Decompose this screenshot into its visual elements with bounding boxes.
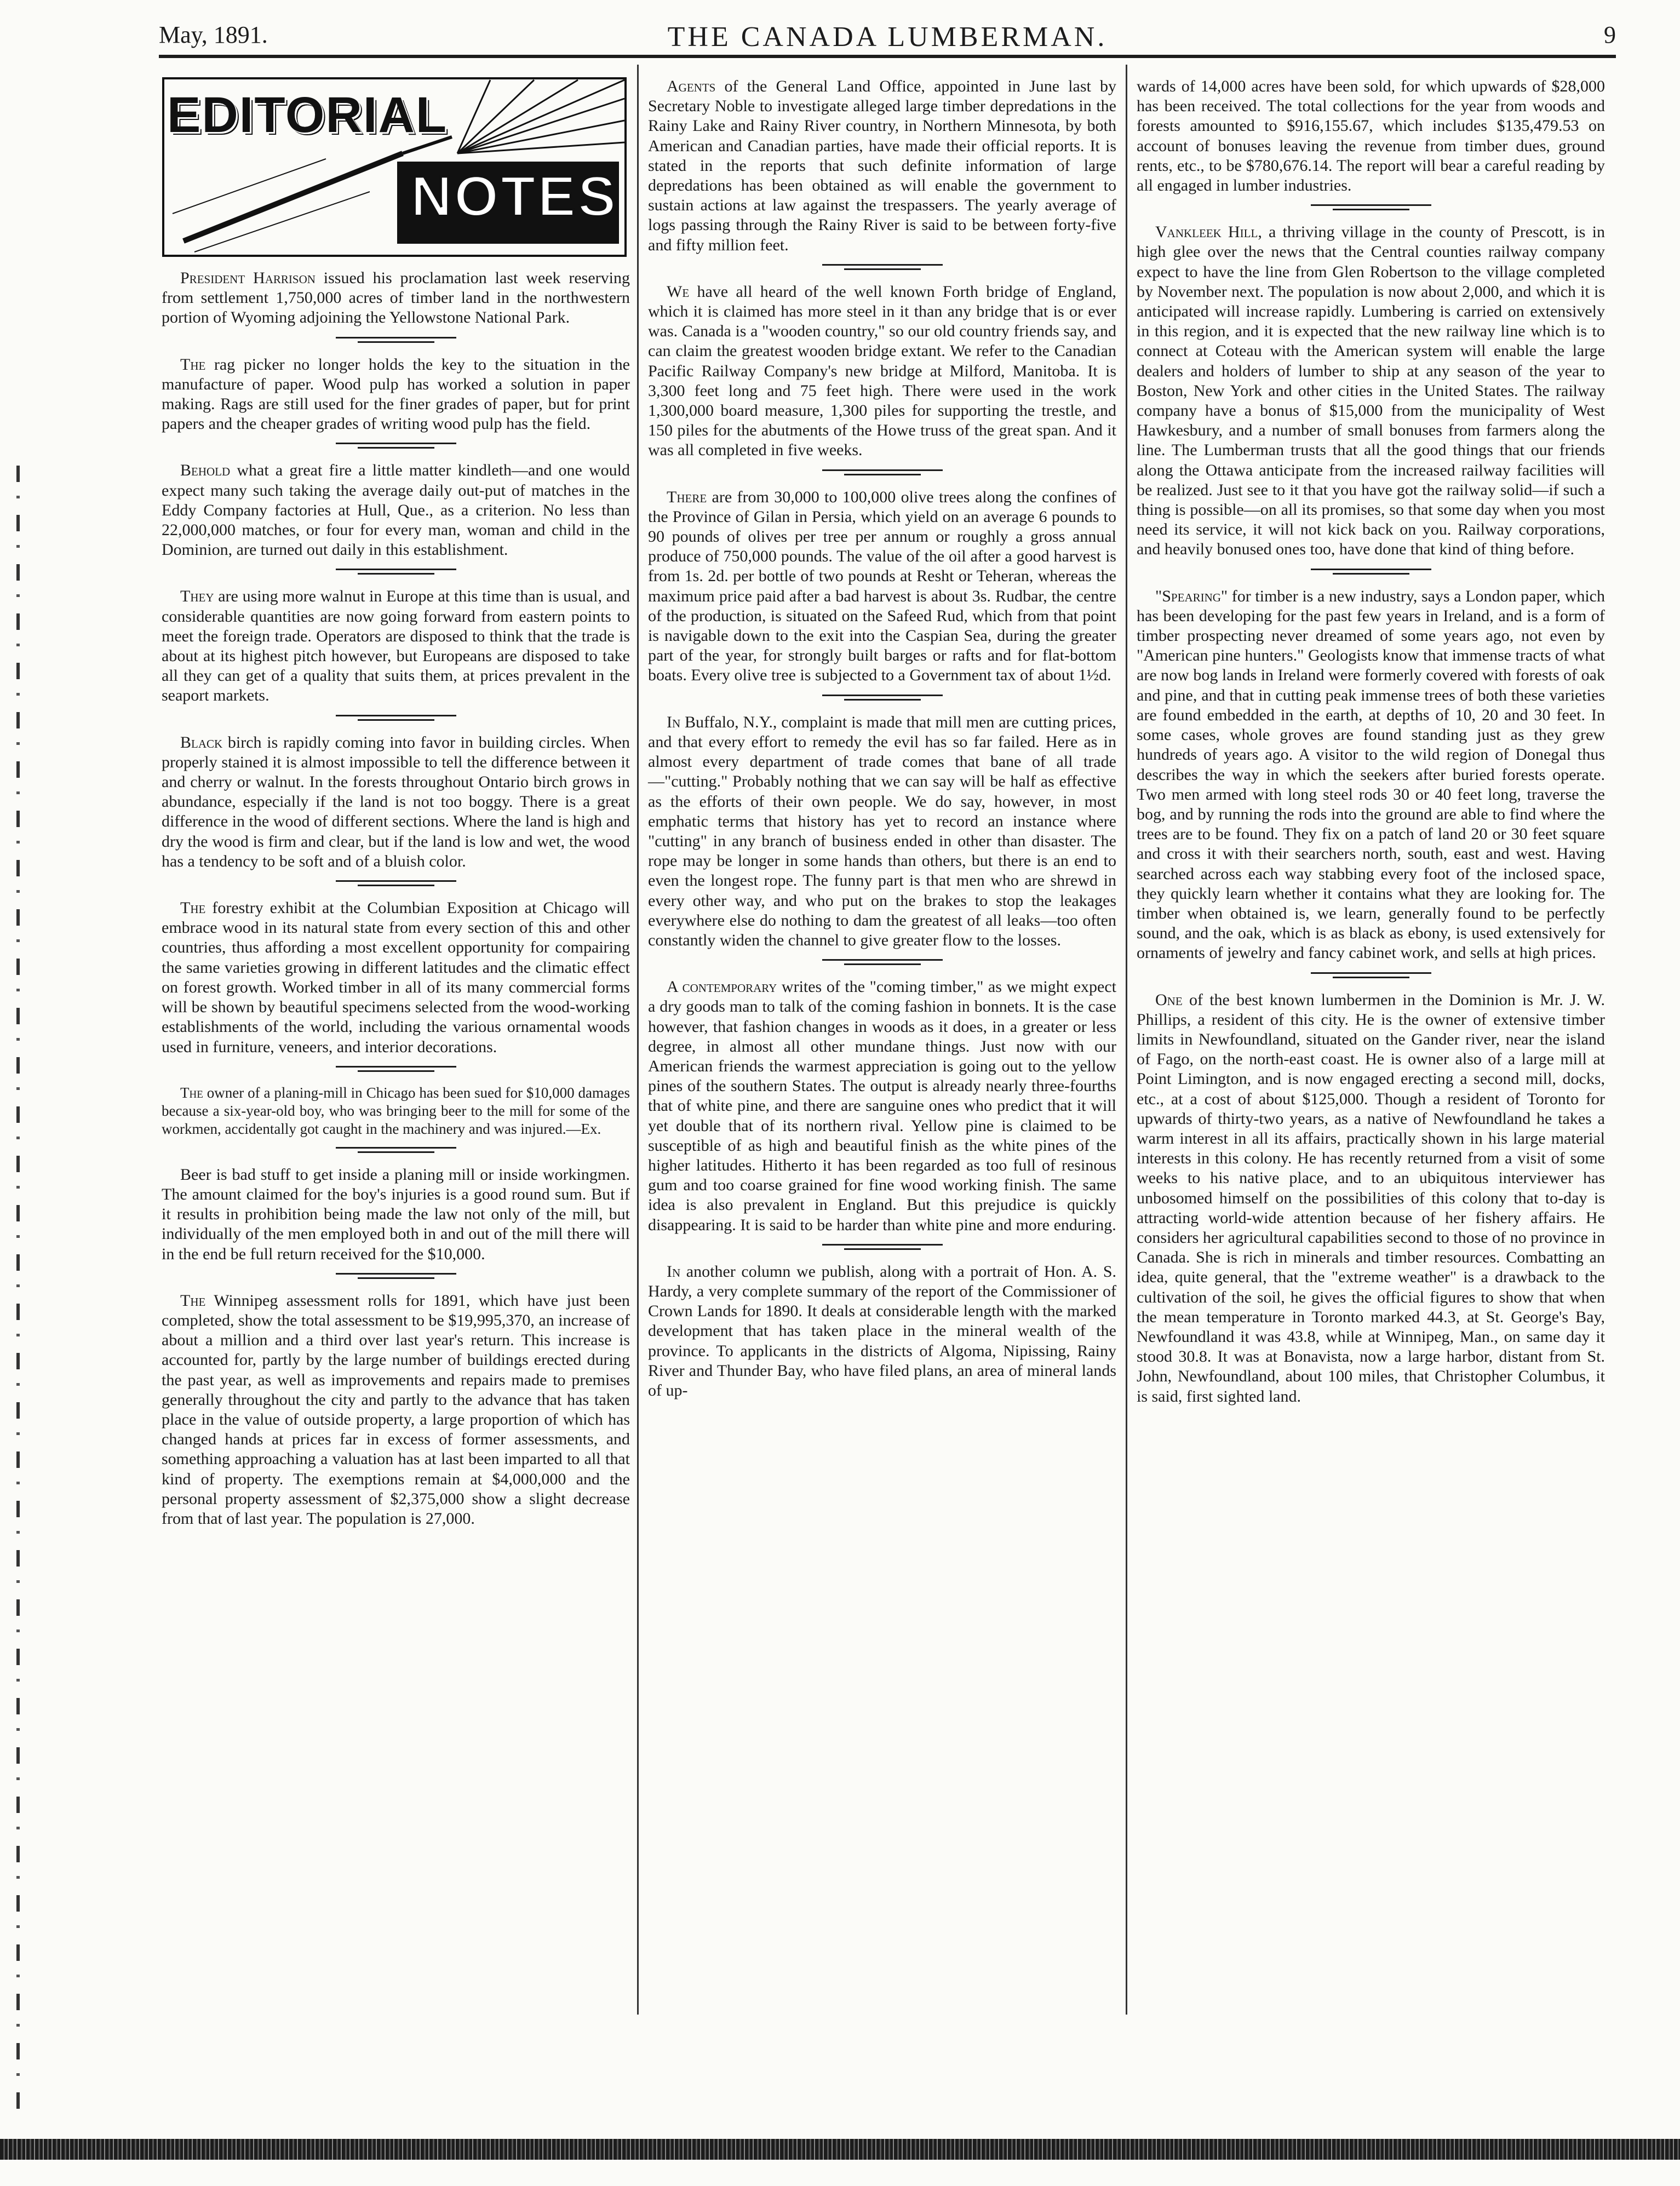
- masthead-word-editorial: EDITORIAL: [167, 87, 448, 143]
- item-separator: [162, 715, 630, 721]
- item-separator: [648, 695, 1116, 701]
- editorial-item: [1137, 77, 1605, 196]
- item-body-text: writes of the "coming timber," as we might expect a dry goods man to talk of the coming fashion in bonnets. It is the case however, that fashion changes in woods as it does, in a greater or less degree, in almost all other mundane things. Just now with our American friends the warmest appreciation is going out to the yellow pines of the southern States. The output is already nearly three-fourths that of white pine, and there are sanguine ones who predict that it will yet double that of its northern rival. Yellow pine is claimed to be susceptible of as high and beautiful finish as the white pines of the higher latitudes. Hitherto it has been regarded as too full of resinous gum and too coarse grained for fine wood working finish. The same idea is also prevalent in England. But this prejudice is quickly disappearing. It is said to be harder than white pine and more enduring.: [648, 978, 1116, 1234]
- item-separator: [162, 569, 630, 575]
- item-body-text: of the General Land Office, appointed in June last by Secretary Noble to investigate alleged large timber depredations in the Rainy Lake and Rainy River country, in Northern Minnesota, by both American and Canadian parties, have made their official reports. It is stated in the reports that such definite information of large depredations has been obtained as will enable the government to sustain actions at law against the trespassers. The yearly average of logs passing through the Rainy River is said to be between forty-five and fifty million feet.: [648, 77, 1116, 254]
- item-lead-words: Black: [180, 733, 223, 751]
- editorial-item: [1137, 222, 1605, 559]
- item-lead-words: The: [180, 1084, 203, 1101]
- editorial-item: [648, 282, 1116, 461]
- editorial-item: [1137, 587, 1605, 963]
- editorial-item: [1137, 990, 1605, 1407]
- page-header: [159, 21, 1616, 59]
- item-lead-words: There: [667, 487, 707, 506]
- item-lead-words: President Harrison: [180, 269, 316, 287]
- item-body-text: forestry exhibit at the Columbian Exposition at Chicago will embrace wood in its natural state from every section of this and other countries, thus affording a most excellent opportunity for compairing the same varieties growing in different latitudes and the climatic effect on forest growth. Worked timber in all of its many commercial forms will be shown by beautiful specimens selected from the wood-working establishments of the world, including the various ornamental woods used in furniture, veneers, and interior decorations.: [162, 899, 630, 1056]
- item-separator: [162, 1273, 630, 1279]
- column-divider: [637, 65, 639, 2015]
- item-separator: [162, 880, 630, 886]
- editorial-item: [648, 977, 1116, 1235]
- item-body-text: of the best known lumbermen in the Dominion is Mr. J. W. Phillips, a resident of this city. He is the owner of extensive timber limits in Newfoundland, situated on the Gander river, near the island of Fago, on the north-east coast. He is owner also of a large mill at Point Limington, and is now engaged erecting a second mill, docks, etc., at a cost of about $125,000. Though a resident of Toronto for upwards of thirty-two years, as a native of Newfoundland he takes a warm interest in all its affairs, practically shown in his large material interests in this colony. He has recently returned from a visit of some weeks to his native place, and to an ubiquitous interviewer has unbosomed himself on the possibilities of this colony that to-day is attracting world-wide attention because of her fishery affairs. He considers her agricultural capabilities second to those of no province in Canada. She is rich in minerals and timber resources. Combatting an idea, quite general, that the "extreme weather" is a drawback to the cultivation of the soil, he gives the official figures to show that when the mean temperature in Toronto marked 44.3, at St. George's Bay, Newfoundland it was 43.8, while at Winnipeg, Man., on same day it stood 30.8. It was at Bonavista, now a large harbor, distant from St. John, Newfoundland, about 100 miles, that Christopher Columbus, it is said, first sighted land.: [1137, 990, 1605, 1405]
- editorial-item: [648, 77, 1116, 255]
- item-body-text: another column we publish, along with a portrait of Hon. A. S. Hardy, a very complete summary of the report of the Commissioner of Crown Lands for 1890. It deals at considerable length with the marked development that has taken place in the mineral wealth of the province. To applicants in the districts of Algoma, Nipissing, Rainy River and Thunder Bay, who have filed plans, an area of mineral lands of up-: [648, 1262, 1116, 1399]
- header-rule: [159, 55, 1616, 58]
- item-separator: [162, 443, 630, 449]
- column-divider: [1126, 65, 1127, 2015]
- item-separator: [1137, 569, 1605, 575]
- newspaper-title: THE CANADA LUMBERMAN.: [667, 21, 1108, 53]
- editorial-item: [648, 1262, 1116, 1401]
- item-lead-words: Behold: [180, 461, 231, 480]
- editorial-item: [162, 1084, 630, 1138]
- item-body-text: birch is rapidly coming into favor in building circles. When properly stained it is almost impossible to tell the difference between it and cherry or walnut. In the forests throughout Ontario birch grows in abundance, especially if the land is not too boggy. There is a great difference in the wood of different sections. Where the land is high and dry the wood is firm and clear, but if the land is low and wet, the wood has a tendency to be soft and of a bluish color.: [162, 733, 630, 870]
- editorial-item: [162, 733, 630, 871]
- item-body-text: owner of a planing-mill in Chicago has been sued for $10,000 damages because a six-year-old boy, who was bringing beer to the mill for some of the workmen, accidentally got caught in the machinery and was injured.—Ex.: [162, 1084, 630, 1137]
- page-number: 9: [1604, 21, 1616, 48]
- item-separator: [162, 337, 630, 343]
- item-lead-words: "Spearing": [1155, 587, 1228, 605]
- item-lead-words: Vankleek Hill: [1155, 223, 1258, 242]
- item-separator: [648, 469, 1116, 475]
- item-body-text: Winnipeg assessment rolls for 1891, which have just been completed, show the total assessment to be $19,995,370, an increase of about a million and a third over last year's return. This increase is accounted for, partly by the large number of buildings erected during the past year, as well as improvements and repairs made to premises generally throughout the city and partly to the advance that has taken place in the value of outside property, a large proportion of which has changed hands at prices far in excess of former assessments, and something approaching a valuation has at last been imparted to all that kind of property. The exemptions remain at $4,000,000 and the personal property assessment of $2,375,000 show a slight decrease from that of last year. The population is 27,000.: [162, 1291, 630, 1528]
- item-body-text: rag picker no longer holds the key to the situation in the manufacture of paper. Wood pulp has worked a solution in paper making. Rags are still used for the finer grades of paper, but for print papers and the cheaper grades of writing wood pulp has the field.: [162, 355, 630, 433]
- item-lead-words: The: [180, 1291, 206, 1310]
- item-body-text: issued his proclamation last week reserving from settlement 1,750,000 acres of timber land in the northwestern portion of Wyoming adjoining the Yellowstone National Park.: [162, 269, 630, 327]
- editorial-item: [162, 268, 630, 328]
- editorial-item: [162, 355, 630, 434]
- editorial-item: [648, 487, 1116, 686]
- item-lead-words: One: [1155, 990, 1183, 1009]
- masthead-word-notes: NOTES: [411, 165, 618, 228]
- scan-edge-marks: [16, 466, 20, 2109]
- item-separator: [162, 1066, 630, 1072]
- item-separator: [1137, 204, 1605, 210]
- item-separator: [1137, 972, 1605, 978]
- column-2: [648, 77, 1116, 1401]
- column-1: [162, 268, 630, 1529]
- editorial-item: [162, 1291, 630, 1529]
- editorial-item: [162, 1165, 630, 1264]
- item-body-text: are using more walnut in Europe at this time than is usual, and considerable quantities are now going forward from eastern points to meet the foreign trade. Operators are disposed to think that the trade is about at its highest pitch however, but Europeans are disposed to take all they can get of a quality that suits them, at prices prevalent in the seaport markets.: [162, 587, 630, 705]
- item-body-text: for timber is a new industry, says a London paper, which has been developing for the past few years in Ireland, and is a form of timber prospecting never dreamed of some years ago, not even by "American pine hunters." Geologists know that immense tracts of what are now bog lands in Ireland were formerly covered with forests of oak and pine, and that in cutting peak immense trees of both these varieties are found embedded in the earth, at depths of 10, 20 and 30 feet. In some cases, whole groves are found standing just as they grew hundreds of years ago. A visitor to the wild region of Donegal thus describes the way in which the seekers after buried forests operate. Two men armed with long steel rods 30 or 40 feet long, traverse the bog, and by running the rods into the ground are able to find where the trees are to be found. They fix on a patch of land 20 or 30 feet square and cross it with their searchers north, south, east and west. Having searched across each way stabbing every foot of the inclosed space, they quickly learn whether it contains what they are looking for. The timber when obtained is, we learn, generally found to be perfectly sound, and the oak, which is as black as ebony, is used extensively for ornaments of jewelry and fancy cabinet work, and sells at high prices.: [1137, 587, 1605, 962]
- item-lead-words: A contemporary: [667, 978, 777, 996]
- column-3: [1137, 77, 1605, 1407]
- item-body-text: , a thriving village in the county of Prescott, is in high glee over the news that the Central counties railway company expect to have the line from Glen Robertson to the village completed by November next. The population is now about 2,000, and which it is anticipated will increase rapidly. Lumbering is carried on extensively in this region, and it is expected that the new railway line which is to connect at Coteau with the American system will enable the large dealers and holders of lumber to ship at any season of the year to Boston, New York and other cities in the United States. The railway company have a bonus of $15,000 from the municipality of West Hawkesbury, and a number of small bonuses from farmers along the line. The Lumberman trusts that all the good things that our friends along the Ottawa anticipate from the increased railway facilities will be realized. Just see to it that you have got the railway solid—if such a thing is possible—on all its promises, so that some day when you most need its service, it will not kick back on you. Railway corporations, and heavily bonused ones too, have done that kind of thing before.: [1137, 223, 1605, 559]
- editorial-item: [162, 461, 630, 560]
- item-body-text: have all heard of the well known Forth bridge of England, which it is claimed has more steel in it than any bridge that is or ever was. Canada is a "wooden country," so our old country friends say, and can claim the greatest wooden bridge extant. We refer to the Canadian Pacific Railway Company's new bridge at Milford, Manitoba. It is 3,300 feet long and 75 feet high. There were used in the work 1,300,000 board measure, 1,300 piles for supporting the trestle, and 150 piles for the abutments of the Howe truss of the great span. And it was all completed in five weeks.: [648, 282, 1116, 460]
- item-lead-words: Agents: [667, 77, 716, 95]
- item-separator: [648, 1244, 1116, 1250]
- item-lead-words: In: [667, 713, 681, 731]
- item-lead-words: The: [180, 899, 206, 917]
- item-separator: [648, 959, 1116, 965]
- editorial-item: [162, 898, 630, 1057]
- issue-date: May, 1891.: [159, 21, 268, 48]
- bottom-scan-border: [0, 2139, 1680, 2160]
- item-body-text: Buffalo, N.Y., complaint is made that mill men are cutting prices, and that every effort to remedy the evil has so far failed. Here as in almost every department of trade comes that bane of all trade—"cutting." Probably nothing that we can say will be half as effective as the efforts of their own people. We do say, however, in most emphatic terms that history has yet to record an instance where "cutting" in any branch of business ended in other than disaster. The rope may be longer in some hands than others, but there is an end to even the longest rope. The funny part is that men who are shrewd in every other way, and who put on the brakes to stop the leakages everywhere else do nothing to dam the greatest of all leaks—too often constantly widen the channel to give greater flow to the losses.: [648, 713, 1116, 949]
- item-separator: [162, 1147, 630, 1153]
- item-body-text: wards of 14,000 acres have been sold, for which upwards of $28,000 has been received. The total collections for the year from woods and forests amounted to $916,155.67, which includes $135,479.53 on account of bonuses leaving the revenue from timber dues, ground rents, etc., to be $780,676.14. The report will bear a careful reading by all engaged in lumber industries.: [1137, 77, 1605, 195]
- item-lead-words: We: [667, 282, 690, 301]
- editorial-notes-masthead: [162, 77, 627, 257]
- editorial-item: [648, 713, 1116, 950]
- item-lead-words: In: [667, 1262, 681, 1281]
- item-body-text: Beer is bad stuff to get inside a planing mill or inside workingmen. The amount claimed for the boy's injuries is a good round sum. But if it results in prohibition being made the law not only of the mill, but individually of the men employed both in and out of the mill there will in the end be full return received for the $10,000.: [162, 1165, 630, 1263]
- item-separator: [648, 264, 1116, 270]
- item-body-text: what a great fire a little matter kindleth—and one would expect many such taking the average daily out-put of matches in the Eddy Company factories at Hull, Que., as a criterion. No less than 22,000,000 matches, or four for every man, woman and child in the Dominion, are turned out daily in this establishment.: [162, 461, 630, 559]
- item-lead-words: They: [180, 587, 214, 606]
- item-body-text: are from 30,000 to 100,000 olive trees along the confines of the Province of Gilan in Persia, which yield on an average 6 pounds to 90 pounds of olives per tree per annum or roughly a gross annual produce of 750,000 pounds. The value of the oil after a good harvest is from 1s. 2d. per bottle of two pounds at Resht or Teheran, whereas the maximum price paid after a bad harvest is about 3s. Rudbar, the centre of the production, is situated on the Safeed Rud, which from that point is navigable down to the exit into the Caspian Sea, during the greater part of the year, for strongly built barges or rafts and for flat-bottom boats. Every olive tree is subjected to a Government tax of about 1½d.: [648, 487, 1116, 685]
- item-lead-words: The: [180, 355, 206, 374]
- editorial-item: [162, 587, 630, 705]
